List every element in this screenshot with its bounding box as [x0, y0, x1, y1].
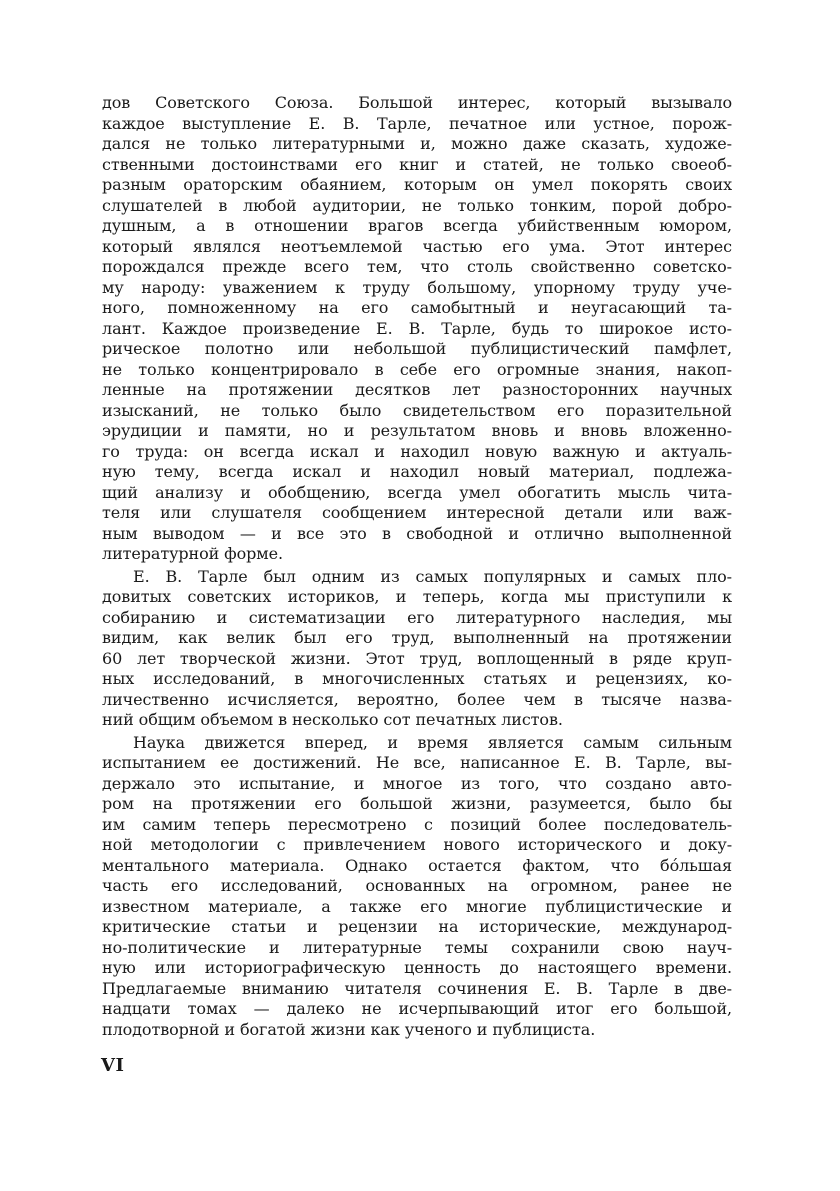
text-line: Предлагаемые вниманию читателя сочинения Е. В. Тарле в две- — [102, 978, 732, 998]
text-line: плодотворной и богатой жизни как ученого и публициста. — [102, 1019, 596, 1039]
text-line: надцати томах — далеко не исчерпывающий итог его большой, — [102, 999, 732, 1018]
text-line: им самим теперь пересмотрено с позиций более последователь- — [102, 814, 732, 834]
text-line: 60 лет творческой жизни. Этот труд, воплощенный в ряде круп- — [102, 648, 732, 668]
text-line: рическое полотно или небольшой публицистический памфлет, — [102, 339, 732, 358]
text-line: литературной форме. — [102, 544, 283, 563]
text-line: критические статьи и рецензии на исторические, международ- — [102, 917, 732, 936]
text-line: изысканий, не только было свидетельством его поразительной — [102, 400, 732, 420]
text-line: не только концентрировало в себе его огромные знания, накоп- — [102, 359, 732, 379]
text-line: лант. Каждое произведение Е. В. Тарле, будь то широкое исто- — [102, 318, 732, 338]
page-number: VI — [101, 1055, 125, 1076]
text-line: собиранию и систематизации его литературного наследия, мы — [102, 607, 732, 627]
text-line: каждое выступление Е. В. Тарле, печатное или устное, порож- — [102, 113, 732, 133]
text-line: щий анализу и обобщению, всегда умел обогатить мысль чита- — [102, 482, 732, 502]
text-line: ных исследований, в многочисленных статьях и рецензиях, ко- — [102, 669, 732, 688]
text-line: разным ораторским обаянием, которым он умел покорять своих — [102, 175, 732, 194]
text-line: ного, помноженному на его самобытный и неугасающий та- — [102, 298, 732, 317]
text-line: держало это испытание, и многое из того, что создано авто- — [102, 773, 732, 793]
paragraph-3 — [102, 733, 732, 1041]
text-line: дов Советского Союза. Большой интерес, который вызывало — [102, 93, 732, 112]
text-line: душным, а в отношении врагов всегда убийственным юмором, — [102, 216, 732, 235]
text-line: довитых советских историков, и теперь, когда мы приступили к — [102, 587, 732, 606]
text-line: теля или слушателя сообщением интересной детали или важ- — [102, 503, 732, 522]
text-line: порождался прежде всего тем, что столь свойственно советско- — [102, 257, 732, 276]
text-line: ментального материала. Однако остается фактом, что бóльшая — [102, 855, 732, 875]
text-line: слушателей в любой аудитории, не только тонким, порой добро- — [102, 195, 732, 215]
text-line: который являлся неотъемлемой частью его ума. Этот интерес — [102, 236, 732, 256]
text-line: эрудиции и памяти, но и результатом вновь и вновь вложенно- — [102, 421, 732, 440]
text-line: ром на протяжении его большой жизни, разумеется, было бы — [102, 794, 732, 813]
text-line: ным выводом — и все это в свободной и отлично выполненной — [102, 523, 732, 543]
text-line: но-политические и литературные темы сохранили свою науч- — [102, 937, 732, 957]
text-line: ственными достоинствами его книг и статей, не только своеоб- — [102, 154, 732, 174]
text-line: ний общим объемом в несколько сот печатных листов. — [102, 710, 563, 729]
text-line: го труда: он всегда искал и находил новую важную и актуаль- — [102, 441, 732, 461]
text-line: ленные на протяжении десятков лет разносторонних научных — [102, 380, 732, 399]
text-line: му народу: уважением к труду большому, упорному труду уче- — [102, 277, 732, 297]
text-line: ной методологии с привлечением нового исторического и доку- — [102, 835, 732, 854]
text-line: дался не только литературными и, можно даже сказать, художе- — [102, 134, 732, 153]
text-line: ную тему, всегда искал и находил новый материал, подлежа- — [102, 462, 732, 481]
text-line: ную или историографическую ценность до настоящего времени. — [102, 958, 732, 977]
text-line: видим, как велик был его труд, выполненный на протяжении — [102, 628, 732, 647]
text-line: испытанием ее достижений. Не все, написанное Е. В. Тарле, вы- — [102, 753, 732, 772]
text-line: Наука движется вперед, и время является самым сильным — [133, 732, 732, 752]
paragraph-1 — [102, 93, 732, 565]
text-line: личественно исчисляется, вероятно, более чем в тысяче назва- — [102, 689, 732, 709]
page-body — [102, 93, 732, 1040]
text-line: известном материале, а также его многие публицистические и — [102, 896, 732, 916]
text-line: часть его исследований, основанных на огромном, ранее не — [102, 876, 732, 895]
paragraph-2 — [102, 567, 732, 731]
text-line: Е. В. Тарле был одним из самых популярных и самых пло- — [133, 566, 732, 586]
